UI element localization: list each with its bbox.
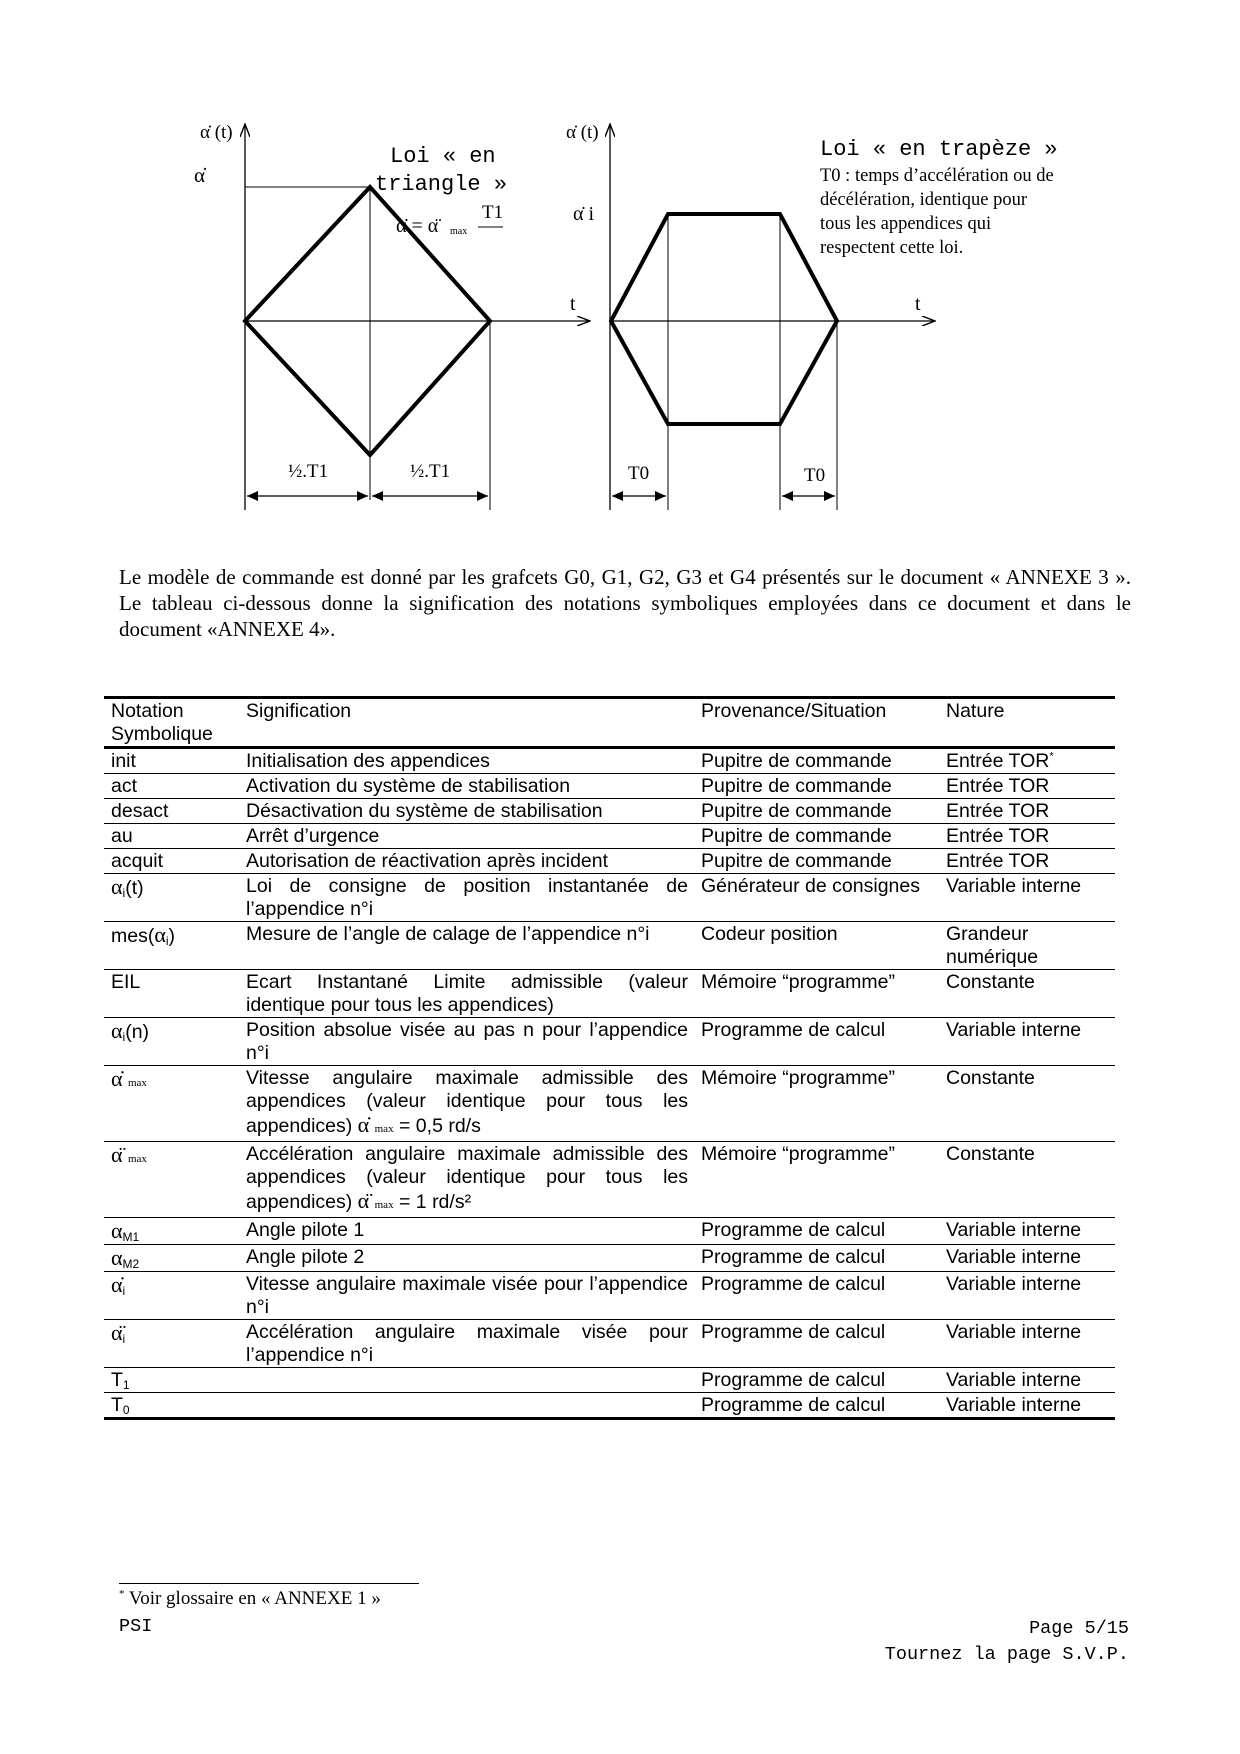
- signification-cell: Angle pilote 2: [239, 1245, 694, 1272]
- trapezoid-t-label: t: [915, 293, 921, 315]
- triangle-t-label: t: [570, 293, 576, 315]
- nature-cell: Variable interne: [939, 1245, 1115, 1272]
- table-header-row: [104, 698, 1115, 748]
- provenance-cell: Pupitre de commande: [694, 849, 939, 874]
- nature-cell: Variable interne: [939, 874, 1115, 922]
- provenance-cell: Programme de calcul: [694, 1218, 939, 1245]
- provenance-cell: Pupitre de commande: [694, 799, 939, 824]
- provenance-cell: Programme de calcul: [694, 1393, 939, 1419]
- signification-cell: Autorisation de réactivation après incident: [239, 849, 694, 874]
- signification-cell: Initialisation des appendices: [239, 748, 694, 774]
- notation-cell: au: [104, 824, 239, 849]
- signification-cell: Vitesse angulaire maximale visée pour l’appendice n°i: [239, 1272, 694, 1320]
- provenance-cell: Mémoire “programme”: [694, 970, 939, 1018]
- notation-cell: $mes(\alpha_i)$: [104, 922, 239, 970]
- triangle-law-diagram: [194, 122, 590, 510]
- t0-right-label: T0: [804, 465, 826, 486]
- half-left-label: ½.T1: [288, 461, 329, 482]
- glossary-footnote-mark: *: [1049, 750, 1054, 763]
- header-nature: Nature: [939, 698, 1115, 748]
- notation-cell: $\alphä_i$: [104, 1320, 239, 1368]
- notation-cell: desact: [104, 799, 239, 824]
- table-row: [104, 1368, 1115, 1393]
- table-row: [104, 849, 1115, 874]
- nature-cell: Constante: [939, 1142, 1115, 1218]
- signification-cell: Angle pilote 1: [239, 1218, 694, 1245]
- nature-cell: Variable interne: [939, 1368, 1115, 1393]
- signification-cell: Mesure de l’angle de calage de l’appendice n°i: [239, 922, 694, 970]
- trapezoid-title: Loi « en trapèze »: [820, 137, 1058, 162]
- nature-cell: Variable interne: [939, 1393, 1115, 1419]
- table-row: [104, 774, 1115, 799]
- notation-cell: init: [104, 748, 239, 774]
- table-row: [104, 1142, 1115, 1218]
- triangle-formula-lhs: α̇ = α̈: [396, 215, 439, 237]
- triangle-title-line2: triangle »: [375, 172, 508, 197]
- provenance-cell: Programme de calcul: [694, 1368, 939, 1393]
- notation-cell: EIL: [104, 970, 239, 1018]
- provenance-cell: Mémoire “programme”: [694, 1066, 939, 1142]
- provenance-cell: Générateur de consignes: [694, 874, 939, 922]
- table-row: [104, 1018, 1115, 1066]
- triangle-peak-label: α̇: [194, 163, 206, 187]
- notation-cell: $T_1$: [104, 1368, 239, 1393]
- velocity-laws-diagram: [0, 0, 1240, 560]
- intro-paragraph: Le modèle de commande est donné par les grafcets G0, G1, G2, G3 et G4 présentés sur le document « ANNEXE 3 ». Le tableau ci-dessous donne la signification des notations symboliques employées dans ce document et dans le document «ANNEXE 4».: [119, 565, 1131, 641]
- notation-cell: $\alphȧ_i$: [104, 1272, 239, 1320]
- table-row: [104, 1320, 1115, 1368]
- provenance-cell: Pupitre de commande: [694, 748, 939, 774]
- table-row: [104, 799, 1115, 824]
- nature-cell: Constante: [939, 1066, 1115, 1142]
- table-row: [104, 1218, 1115, 1245]
- half-right-label: ½.T1: [410, 461, 451, 482]
- table-row: [104, 1272, 1115, 1320]
- signification-cell: Accélération angulaire maximale admissible des appendices (valeur identique pour tous les appendices) α̈ max = 1 rd/s²: [239, 1142, 694, 1218]
- signification-cell: [239, 1368, 694, 1393]
- trapezoid-desc-line4: respectent cette loi.: [820, 238, 964, 258]
- provenance-cell: Pupitre de commande: [694, 824, 939, 849]
- nature-cell: Entrée TOR: [939, 824, 1115, 849]
- nature-cell: Constante: [939, 970, 1115, 1018]
- provenance-cell: Mémoire “programme”: [694, 1142, 939, 1218]
- notation-cell: act: [104, 774, 239, 799]
- nature-cell: Variable interne: [939, 1218, 1115, 1245]
- signification-cell: Loi de consigne de position instantanée de l’appendice n°i: [239, 874, 694, 922]
- signification-cell: Désactivation du système de stabilisation: [239, 799, 694, 824]
- trapezoid-level-label: α̇ i: [573, 203, 595, 225]
- notation-cell: $\alpha_{M2}$: [104, 1245, 239, 1272]
- trapezoid-velocity-profile: [611, 214, 837, 424]
- nature-cell: Variable interne: [939, 1018, 1115, 1066]
- signification-cell: Position absolue visée au pas n pour l’appendice n°i: [239, 1018, 694, 1066]
- table-row: [104, 824, 1115, 849]
- nature-cell: Grandeur numérique: [939, 922, 1115, 970]
- notation-cell: acquit: [104, 849, 239, 874]
- table-row: [104, 748, 1115, 774]
- header-provenance: Provenance/Situation: [694, 698, 939, 748]
- notation-cell: $\alpha_i(n)$: [104, 1018, 239, 1066]
- triangle-title-line1: Loi « en: [390, 144, 496, 169]
- trapezoid-desc-line1: T0 : temps d’accélération ou de: [820, 166, 1054, 186]
- notation-cell: $\alpha_{M1}$: [104, 1218, 239, 1245]
- signification-cell: Ecart Instantané Limite admissible (valeur identique pour tous les appendices): [239, 970, 694, 1018]
- notation-cell: α̈ max: [104, 1142, 239, 1218]
- provenance-cell: Codeur position: [694, 922, 939, 970]
- trapezoid-desc-line3: tous les appendices qui: [820, 214, 992, 234]
- signification-cell: Activation du système de stabilisation: [239, 774, 694, 799]
- signification-cell: [239, 1393, 694, 1419]
- signification-cell: Accélération angulaire maximale visée pour l’appendice n°i: [239, 1320, 694, 1368]
- trapezoid-y-axis-label: α̇ (t): [566, 122, 599, 143]
- provenance-cell: Programme de calcul: [694, 1018, 939, 1066]
- page-number: Page 5/15: [1029, 1618, 1129, 1639]
- triangle-formula-frac: T1: [482, 202, 504, 223]
- notation-cell: α̇ max: [104, 1066, 239, 1142]
- footer-left-label: PSI: [119, 1616, 153, 1637]
- header-signification: Signification: [239, 698, 694, 748]
- nature-cell: Entrée TOR*: [939, 748, 1115, 774]
- t0-left-label: T0: [628, 463, 650, 484]
- footnote: * Voir glossaire en « ANNEXE 1 »: [119, 1588, 381, 1609]
- triangle-formula-sub: max: [450, 226, 468, 237]
- table-row: [104, 1066, 1115, 1142]
- notation-table: [104, 696, 1115, 1420]
- provenance-cell: Programme de calcul: [694, 1272, 939, 1320]
- table-row: [104, 970, 1115, 1018]
- signification-cell: Arrêt d’urgence: [239, 824, 694, 849]
- nature-cell: Entrée TOR: [939, 849, 1115, 874]
- header-notation: Notation Symbolique: [104, 698, 239, 748]
- provenance-cell: Programme de calcul: [694, 1320, 939, 1368]
- nature-cell: Entrée TOR: [939, 774, 1115, 799]
- signification-cell: Vitesse angulaire maximale admissible des appendices (valeur identique pour tous les appendices) α̇ max = 0,5 rd/s: [239, 1066, 694, 1142]
- table-row: [104, 1245, 1115, 1272]
- table-row: [104, 922, 1115, 970]
- provenance-cell: Programme de calcul: [694, 1245, 939, 1272]
- turn-page-note: Tournez la page S.V.P.: [884, 1644, 1129, 1665]
- trapezoid-desc-line2: décélération, identique pour: [820, 190, 1028, 210]
- notation-cell: $\alpha_i(t)$: [104, 874, 239, 922]
- footer-right: [885, 1616, 1129, 1668]
- nature-cell: Entrée TOR: [939, 799, 1115, 824]
- table-row: [104, 874, 1115, 922]
- provenance-cell: Pupitre de commande: [694, 774, 939, 799]
- nature-cell: Variable interne: [939, 1272, 1115, 1320]
- footnote-divider: [119, 1583, 419, 1584]
- nature-cell: Variable interne: [939, 1320, 1115, 1368]
- notation-cell: $T_0$: [104, 1393, 239, 1419]
- trapezoid-law-diagram: [566, 122, 1058, 510]
- triangle-y-axis-label: α̇ (t): [200, 122, 233, 143]
- table-row: [104, 1393, 1115, 1419]
